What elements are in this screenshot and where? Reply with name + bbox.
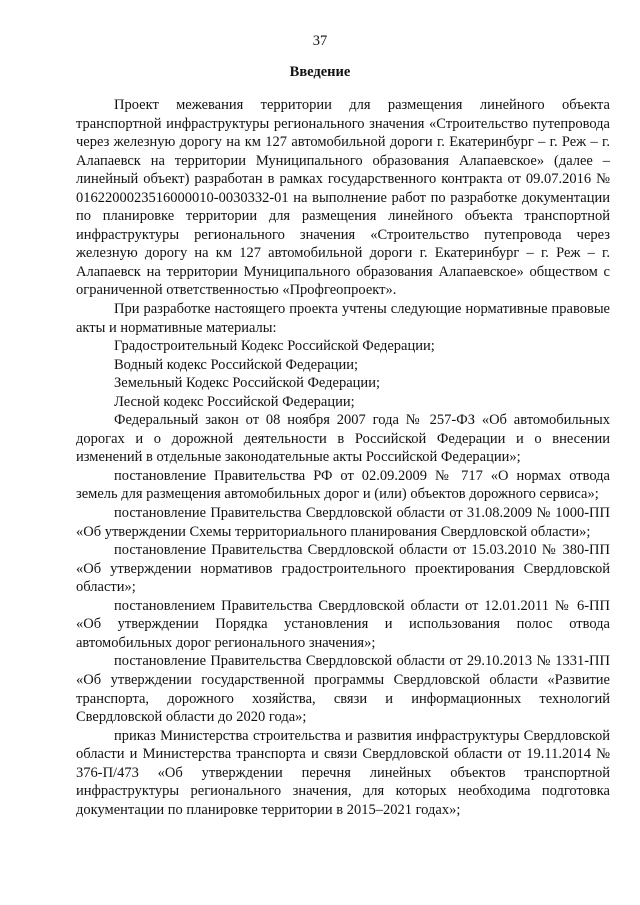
list-item-land-code: Земельный Кодекс Российской Федерации; [114, 375, 380, 392]
list-item-order-376: приказ Министерства строительства и развития инфраструктуры Свердловской области и Министерства транспорта и связи Свердловской области от 19.11.2014 № 376-П/473 «Об утверждении перечня линейных объектов транспортной инфраструктуры регионального значения, для которых необходима подготовка документации по планировке территории в 2015–2021 годах»; [76, 727, 610, 818]
section-title: Введение [289, 64, 351, 80]
list-item-urban-code: Градостроительный Кодекс Российской Федерации; [114, 338, 435, 355]
list-item-forest-code: Лесной кодекс Российской Федерации; [114, 393, 355, 410]
list-item-water-code: Водный кодекс Российской Федерации; [114, 356, 359, 373]
paragraph-intro: Проект межевания территории для размещения линейного объекта транспортной инфраструктуры регионального значения «Строительство путепровода через железную дорогу на км 127 автомобильной дороги г. Екатеринбург – г. Реж – г. Алапаевск на территории Муниципального образования Алапаевское» (далее – линейный объект) разработан в рамках государственного контракта от 09.07.2016 № 0162200023516000010-0030332-01 на выполнение работ по разработке документации по планировке территории для размещения линейного объекта транспортной инфраструктуры регионального значения «Строительство путепровода через железную дорогу на км 127 автомобильной дороги г. Екатеринбург – г. Реж – г. Алапаевск на территории Муниципального образования Алапаевское» обществом с ограниченной ответственностью «Профгеопроект». [76, 97, 610, 299]
list-item-resolution-1000: постановление Правительства Свердловской области от 31.08.2009 № 1000-ПП «Об утверждении Схемы территориального планирования Свердловской области»; [76, 505, 610, 540]
list-item-federal-law: Федеральный закон от 08 ноября 2007 года № 257-ФЗ «Об автомобильных дорогах и о дорожной деятельности в Российской Федерации и о внесении изменений в отдельные законодательные акты Российской Федерации»; [76, 412, 610, 466]
list-item-resolution-380: постановление Правительства Свердловской области от 15.03.2010 № 380-ПП «Об утверждении нормативов градостроительного проектирования Свердловской области»; [76, 542, 610, 596]
list-item-resolution-717: постановление Правительства РФ от 02.09.2009 № 717 «О нормах отвода земель для размещения автомобильных дорог и (или) объектов дорожного сервиса»; [76, 467, 610, 503]
list-item-resolution-1331: постановление Правительства Свердловской области от 29.10.2013 № 1331-ПП «Об утверждении государственной программы Свердловской области «Развитие транспорта, дорожного хозяйства, связи и информационных технологий Свердловской области до 2020 года»; [76, 653, 610, 726]
document-body [76, 96, 610, 819]
page-number: 37 [312, 33, 328, 49]
list-item-resolution-6: постановлением Правительства Свердловской области от 12.01.2011 № 6-ПП «Об утверждении Порядка установления и использования полос отвода автомобильных дорог регионального значения»; [76, 597, 610, 651]
paragraph-acts-lead: При разработке настоящего проекта учтены следующие нормативные правовые акты и нормативные материалы: [76, 301, 610, 336]
